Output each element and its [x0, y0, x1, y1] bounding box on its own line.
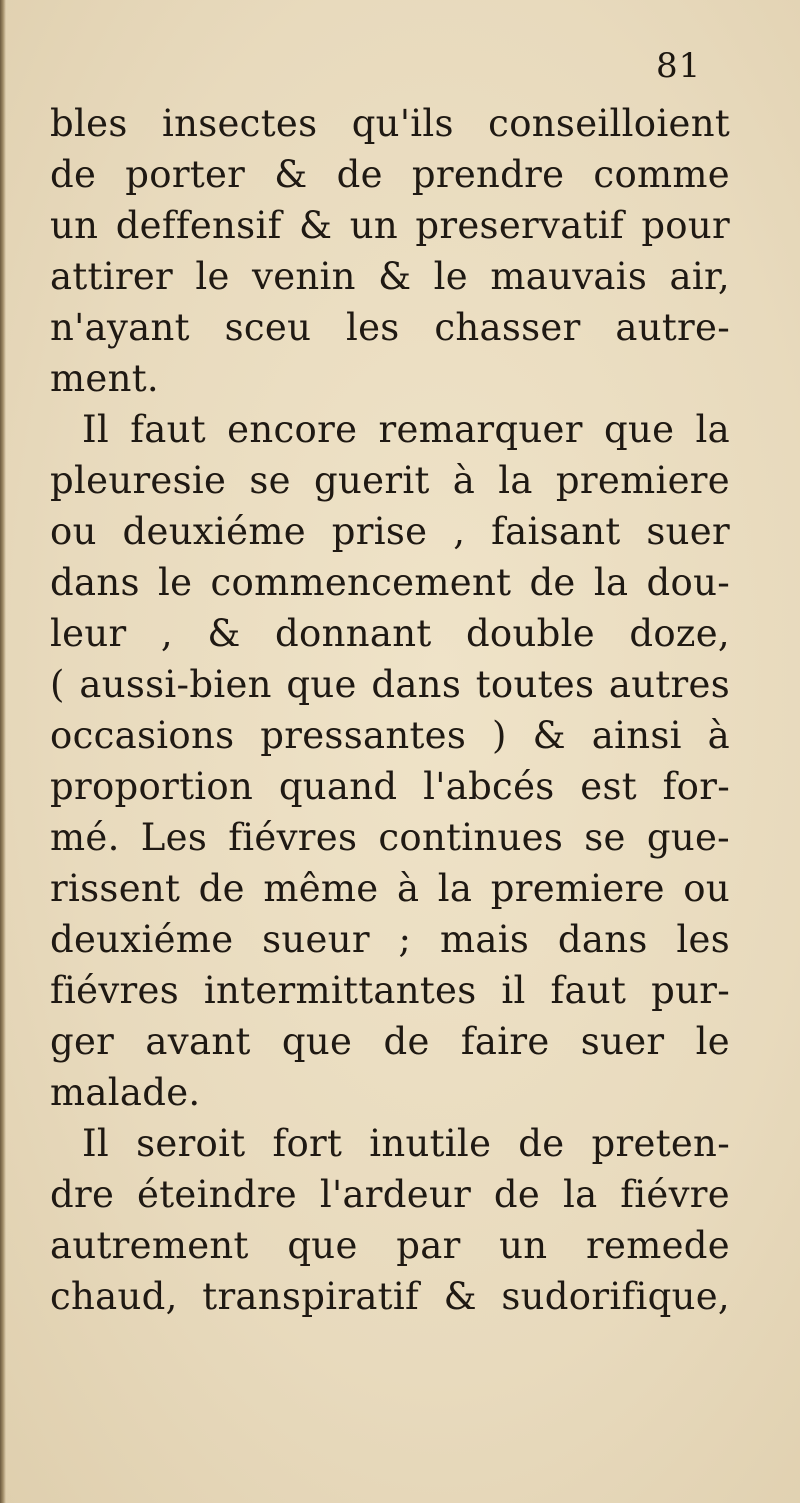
text-line: pleuresie se guerit à la premiere — [50, 459, 730, 502]
text-line: occasions pressantes ) & ainsi à — [50, 714, 730, 757]
body-text — [50, 98, 730, 1322]
text-line: chaud, transpiratif & sudorifique, — [50, 1275, 730, 1318]
text-line: deuxiéme sueur ; mais dans les — [50, 918, 730, 961]
text-line: dre éteindre l'ardeur de la fiévre — [50, 1173, 730, 1216]
text-line: attirer le venin & le mauvais air, — [50, 255, 730, 298]
text-line: de porter & de prendre comme — [50, 153, 730, 196]
text-line: n'ayant sceu les chasser autre- — [50, 306, 730, 349]
page-gutter-edge — [0, 0, 6, 1503]
text-line: autrement que par un remede — [50, 1224, 730, 1267]
text-line: ger avant que de faire suer le — [50, 1020, 730, 1063]
paragraph-start-line: Il seroit fort inutile de preten- — [82, 1122, 730, 1165]
text-line: rissent de même à la premiere ou — [50, 867, 730, 910]
text-line: bles insectes qu'ils conseilloient — [50, 102, 730, 145]
text-line: ( aussi-bien que dans toutes autres — [50, 663, 730, 706]
text-line: fiévres intermittantes il faut pur- — [50, 969, 730, 1012]
text-line: leur , & donnant double doze, — [50, 612, 730, 655]
text-line: proportion quand l'abcés est for- — [50, 765, 730, 808]
text-line: mé. Les fiévres continues se gue- — [50, 816, 730, 859]
text-line: ment. — [50, 357, 159, 400]
text-line: malade. — [50, 1071, 201, 1114]
text-line: ou deuxiéme prise , faisant suer — [50, 510, 730, 553]
text-line: un deffensif & un preservatif pour — [50, 204, 730, 247]
paragraph-start-line: Il faut encore remarquer que la — [82, 408, 730, 451]
text-line: dans le commencement de la dou- — [50, 561, 730, 604]
page-number: 81 — [656, 46, 702, 86]
